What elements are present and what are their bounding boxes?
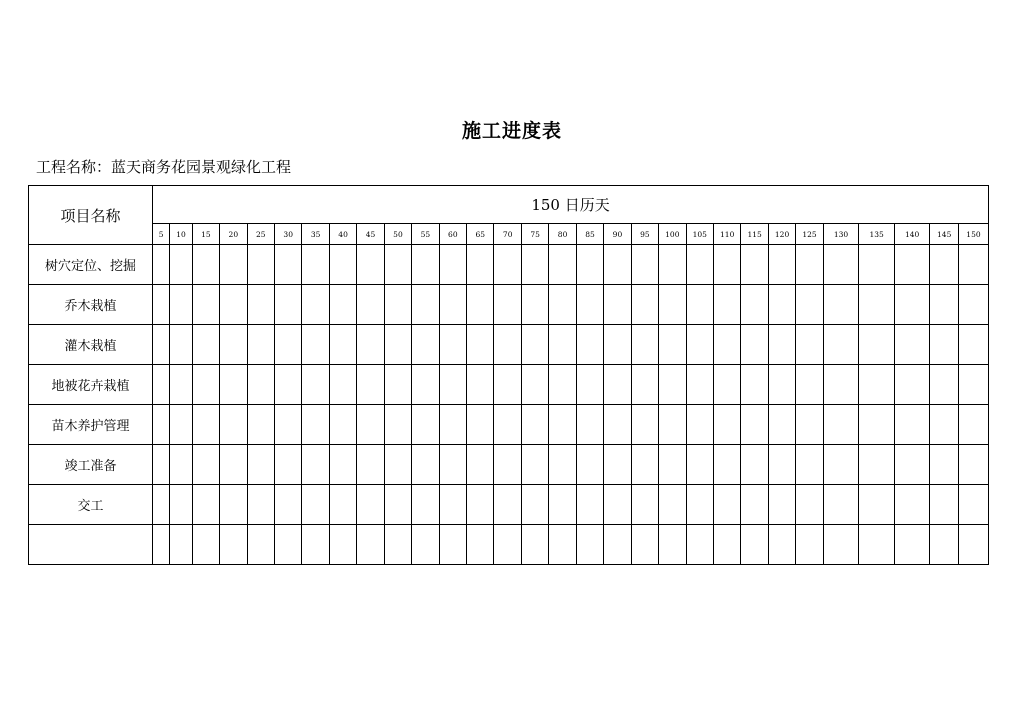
- schedule-cell: [713, 405, 740, 445]
- day-tick: 65: [467, 224, 494, 245]
- schedule-cell: [768, 325, 795, 365]
- schedule-cell: [192, 325, 219, 365]
- schedule-cell: [170, 285, 192, 325]
- task-row: [29, 525, 989, 565]
- schedule-cell: [796, 525, 823, 565]
- schedule-cell: [357, 325, 384, 365]
- schedule-cell: [549, 485, 576, 525]
- schedule-cell: [439, 285, 466, 325]
- schedule-cell: [357, 245, 384, 285]
- schedule-cell: [958, 405, 988, 445]
- schedule-cell: [859, 325, 895, 365]
- schedule-cell: [713, 325, 740, 365]
- schedule-cell: [153, 405, 170, 445]
- schedule-cell: [412, 285, 439, 325]
- schedule-cell: [494, 405, 521, 445]
- day-tick: 40: [329, 224, 356, 245]
- task-name: [29, 525, 153, 565]
- schedule-cell: [274, 245, 301, 285]
- schedule-cell: [521, 485, 548, 525]
- schedule-cell: [958, 325, 988, 365]
- schedule-cell: [153, 245, 170, 285]
- schedule-cell: [439, 325, 466, 365]
- schedule-cell: [247, 285, 274, 325]
- schedule-cell: [521, 445, 548, 485]
- day-tick: 135: [859, 224, 895, 245]
- schedule-cell: [894, 525, 930, 565]
- day-tick: 140: [894, 224, 930, 245]
- schedule-cell: [467, 365, 494, 405]
- task-name: 竣工准备: [29, 445, 153, 485]
- schedule-cell: [958, 245, 988, 285]
- schedule-cell: [467, 285, 494, 325]
- schedule-cell: [768, 245, 795, 285]
- schedule-cell: [894, 405, 930, 445]
- schedule-cell: [741, 525, 768, 565]
- schedule-cell: [170, 405, 192, 445]
- schedule-cell: [549, 445, 576, 485]
- schedule-cell: [192, 245, 219, 285]
- schedule-cell: [686, 485, 713, 525]
- schedule-cell: [521, 285, 548, 325]
- schedule-cell: [659, 485, 686, 525]
- schedule-cell: [576, 365, 603, 405]
- day-tick: 145: [930, 224, 958, 245]
- schedule-cell: [357, 445, 384, 485]
- schedule-cell: [823, 325, 859, 365]
- schedule-cell: [384, 405, 411, 445]
- schedule-cell: [894, 365, 930, 405]
- schedule-cell: [768, 485, 795, 525]
- schedule-cell: [153, 525, 170, 565]
- schedule-cell: [467, 445, 494, 485]
- task-row: [29, 405, 989, 445]
- task-row: [29, 325, 989, 365]
- schedule-cell: [302, 285, 329, 325]
- schedule-cell: [247, 445, 274, 485]
- schedule-cell: [604, 525, 631, 565]
- schedule-cell: [823, 525, 859, 565]
- day-tick: 105: [686, 224, 713, 245]
- task-row: [29, 285, 989, 325]
- schedule-cell: [768, 365, 795, 405]
- schedule-cell: [170, 325, 192, 365]
- schedule-cell: [357, 365, 384, 405]
- day-tick: 110: [713, 224, 740, 245]
- task-row: [29, 485, 989, 525]
- schedule-cell: [604, 245, 631, 285]
- schedule-cell: [384, 325, 411, 365]
- schedule-cell: [631, 285, 658, 325]
- project-name: 工程名称：蓝天商务花园景观绿化工程: [36, 158, 292, 176]
- schedule-cell: [768, 445, 795, 485]
- schedule-cell: [192, 285, 219, 325]
- schedule-cell: [153, 365, 170, 405]
- schedule-cell: [823, 445, 859, 485]
- schedule-cell: [439, 365, 466, 405]
- schedule-cell: [958, 445, 988, 485]
- schedule-cell: [329, 525, 356, 565]
- schedule-cell: [494, 365, 521, 405]
- task-name: 交工: [29, 485, 153, 525]
- schedule-cell: [604, 445, 631, 485]
- schedule-cell: [494, 245, 521, 285]
- schedule-cell: [768, 285, 795, 325]
- schedule-cell: [686, 285, 713, 325]
- task-row: [29, 445, 989, 485]
- schedule-cell: [494, 325, 521, 365]
- day-tick: 25: [247, 224, 274, 245]
- day-tick: 30: [274, 224, 301, 245]
- schedule-cell: [823, 365, 859, 405]
- schedule-cell: [329, 245, 356, 285]
- schedule-cell: [302, 365, 329, 405]
- schedule-cell: [741, 285, 768, 325]
- schedule-cell: [930, 325, 958, 365]
- schedule-cell: [521, 245, 548, 285]
- schedule-cell: [713, 445, 740, 485]
- schedule-cell: [329, 365, 356, 405]
- schedule-cell: [384, 365, 411, 405]
- schedule-cell: [412, 525, 439, 565]
- schedule-cell: [274, 445, 301, 485]
- schedule-cell: [823, 285, 859, 325]
- day-tick: 45: [357, 224, 384, 245]
- schedule-cell: [713, 485, 740, 525]
- schedule-cell: [930, 365, 958, 405]
- schedule-cell: [439, 445, 466, 485]
- schedule-cell: [220, 405, 247, 445]
- schedule-cell: [247, 405, 274, 445]
- day-tick: 20: [220, 224, 247, 245]
- schedule-cell: [247, 525, 274, 565]
- schedule-cell: [894, 325, 930, 365]
- day-tick: 10: [170, 224, 192, 245]
- schedule-cell: [521, 365, 548, 405]
- schedule-cell: [686, 365, 713, 405]
- schedule-cell: [274, 485, 301, 525]
- schedule-cell: [357, 485, 384, 525]
- day-tick: 15: [192, 224, 219, 245]
- schedule-cell: [170, 445, 192, 485]
- schedule-cell: [521, 525, 548, 565]
- schedule-table: [28, 185, 989, 565]
- schedule-cell: [274, 285, 301, 325]
- schedule-cell: [329, 405, 356, 445]
- schedule-cell: [384, 445, 411, 485]
- schedule-cell: [604, 485, 631, 525]
- schedule-cell: [412, 365, 439, 405]
- schedule-cell: [274, 525, 301, 565]
- schedule-cell: [439, 405, 466, 445]
- day-ticks-row: [29, 224, 989, 245]
- schedule-cell: [329, 445, 356, 485]
- schedule-cell: [930, 285, 958, 325]
- schedule-cell: [247, 245, 274, 285]
- schedule-cell: [576, 525, 603, 565]
- schedule-cell: [384, 525, 411, 565]
- schedule-cell: [713, 245, 740, 285]
- day-tick: 150: [958, 224, 988, 245]
- schedule-cell: [631, 445, 658, 485]
- task-name: 苗木养护管理: [29, 405, 153, 445]
- schedule-cell: [247, 485, 274, 525]
- schedule-cell: [713, 285, 740, 325]
- schedule-cell: [247, 365, 274, 405]
- schedule-cell: [467, 525, 494, 565]
- schedule-cell: [958, 525, 988, 565]
- schedule-cell: [713, 525, 740, 565]
- schedule-cell: [220, 245, 247, 285]
- schedule-cell: [274, 325, 301, 365]
- schedule-cell: [220, 525, 247, 565]
- task-name: 灌木栽植: [29, 325, 153, 365]
- schedule-cell: [192, 365, 219, 405]
- schedule-cell: [768, 405, 795, 445]
- schedule-cell: [192, 485, 219, 525]
- schedule-cell: [576, 245, 603, 285]
- schedule-cell: [220, 445, 247, 485]
- schedule-cell: [274, 365, 301, 405]
- schedule-cell: [659, 405, 686, 445]
- schedule-cell: [302, 325, 329, 365]
- schedule-cell: [170, 365, 192, 405]
- schedule-cell: [274, 405, 301, 445]
- schedule-cell: [796, 405, 823, 445]
- schedule-cell: [823, 245, 859, 285]
- schedule-cell: [549, 365, 576, 405]
- schedule-cell: [894, 285, 930, 325]
- schedule-cell: [741, 245, 768, 285]
- schedule-cell: [521, 405, 548, 445]
- schedule-cell: [439, 485, 466, 525]
- schedule-cell: [796, 325, 823, 365]
- schedule-cell: [930, 405, 958, 445]
- schedule-cell: [604, 285, 631, 325]
- schedule-cell: [741, 325, 768, 365]
- schedule-cell: [467, 245, 494, 285]
- schedule-cell: [741, 365, 768, 405]
- schedule-cell: [153, 325, 170, 365]
- schedule-cell: [302, 445, 329, 485]
- schedule-cell: [958, 285, 988, 325]
- schedule-cell: [153, 445, 170, 485]
- schedule-cell: [549, 525, 576, 565]
- calendar-days-header: 150 日历天: [153, 186, 989, 224]
- day-tick: 60: [439, 224, 466, 245]
- schedule-cell: [494, 445, 521, 485]
- day-tick: 130: [823, 224, 859, 245]
- schedule-cell: [859, 525, 895, 565]
- schedule-cell: [686, 405, 713, 445]
- schedule-cell: [686, 525, 713, 565]
- day-tick: 95: [631, 224, 658, 245]
- schedule-cell: [796, 245, 823, 285]
- schedule-cell: [549, 285, 576, 325]
- schedule-cell: [329, 485, 356, 525]
- schedule-cell: [220, 325, 247, 365]
- schedule-cell: [796, 365, 823, 405]
- schedule-cell: [357, 285, 384, 325]
- schedule-cell: [412, 445, 439, 485]
- schedule-cell: [549, 325, 576, 365]
- schedule-cell: [686, 445, 713, 485]
- schedule-cell: [958, 485, 988, 525]
- schedule-cell: [439, 525, 466, 565]
- schedule-cell: [796, 285, 823, 325]
- schedule-cell: [549, 245, 576, 285]
- schedule-cell: [412, 245, 439, 285]
- schedule-cell: [302, 485, 329, 525]
- schedule-cell: [659, 445, 686, 485]
- schedule-cell: [384, 485, 411, 525]
- schedule-cell: [823, 485, 859, 525]
- schedule-cell: [384, 285, 411, 325]
- schedule-cell: [631, 325, 658, 365]
- schedule-cell: [930, 245, 958, 285]
- schedule-cell: [930, 485, 958, 525]
- schedule-cell: [958, 365, 988, 405]
- schedule-cell: [549, 405, 576, 445]
- schedule-cell: [659, 285, 686, 325]
- day-tick: 5: [153, 224, 170, 245]
- schedule-cell: [220, 485, 247, 525]
- schedule-cell: [894, 485, 930, 525]
- schedule-cell: [894, 245, 930, 285]
- schedule-cell: [741, 405, 768, 445]
- schedule-cell: [521, 325, 548, 365]
- schedule-cell: [302, 245, 329, 285]
- schedule-cell: [930, 445, 958, 485]
- schedule-cell: [930, 525, 958, 565]
- task-name: 树穴定位、挖掘: [29, 245, 153, 285]
- day-tick: 120: [768, 224, 795, 245]
- schedule-cell: [631, 245, 658, 285]
- schedule-cell: [357, 525, 384, 565]
- schedule-cell: [329, 285, 356, 325]
- schedule-cell: [170, 245, 192, 285]
- schedule-cell: [153, 285, 170, 325]
- schedule-cell: [686, 245, 713, 285]
- schedule-cell: [859, 365, 895, 405]
- schedule-cell: [153, 485, 170, 525]
- schedule-cell: [631, 525, 658, 565]
- schedule-cell: [412, 405, 439, 445]
- day-tick: 85: [576, 224, 603, 245]
- schedule-cell: [659, 245, 686, 285]
- schedule-cell: [494, 525, 521, 565]
- schedule-cell: [357, 405, 384, 445]
- task-row: [29, 365, 989, 405]
- schedule-cell: [823, 405, 859, 445]
- schedule-cell: [494, 285, 521, 325]
- schedule-cell: [412, 485, 439, 525]
- day-tick: 70: [494, 224, 521, 245]
- schedule-cell: [659, 365, 686, 405]
- schedule-cell: [329, 325, 356, 365]
- schedule-cell: [576, 325, 603, 365]
- day-tick: 75: [521, 224, 548, 245]
- schedule-cell: [859, 285, 895, 325]
- schedule-cell: [796, 445, 823, 485]
- day-tick: 90: [604, 224, 631, 245]
- task-name: 地被花卉栽植: [29, 365, 153, 405]
- schedule-cell: [741, 445, 768, 485]
- schedule-cell: [247, 325, 274, 365]
- schedule-cell: [796, 485, 823, 525]
- schedule-cell: [192, 405, 219, 445]
- schedule-cell: [412, 325, 439, 365]
- day-tick: 50: [384, 224, 411, 245]
- schedule-cell: [384, 245, 411, 285]
- schedule-cell: [439, 245, 466, 285]
- schedule-cell: [192, 445, 219, 485]
- schedule-cell: [576, 485, 603, 525]
- schedule-cell: [631, 405, 658, 445]
- item-name-header: 项目名称: [29, 186, 153, 245]
- schedule-cell: [894, 445, 930, 485]
- schedule-cell: [170, 525, 192, 565]
- day-tick: 55: [412, 224, 439, 245]
- schedule-cell: [859, 405, 895, 445]
- schedule-cell: [604, 365, 631, 405]
- schedule-cell: [604, 405, 631, 445]
- page-title: 施工进度表: [461, 120, 562, 142]
- schedule-cell: [576, 445, 603, 485]
- schedule-cell: [576, 285, 603, 325]
- task-name: 乔木栽植: [29, 285, 153, 325]
- schedule-cell: [859, 485, 895, 525]
- schedule-cell: [659, 525, 686, 565]
- schedule-cell: [302, 405, 329, 445]
- schedule-cell: [604, 325, 631, 365]
- schedule-cell: [576, 405, 603, 445]
- schedule-cell: [302, 525, 329, 565]
- schedule-cell: [713, 365, 740, 405]
- day-tick: 80: [549, 224, 576, 245]
- schedule-cell: [686, 325, 713, 365]
- day-tick: 35: [302, 224, 329, 245]
- schedule-cell: [631, 365, 658, 405]
- day-tick: 115: [741, 224, 768, 245]
- schedule-cell: [467, 485, 494, 525]
- schedule-cell: [494, 485, 521, 525]
- schedule-cell: [659, 325, 686, 365]
- schedule-cell: [467, 405, 494, 445]
- day-tick: 125: [796, 224, 823, 245]
- schedule-cell: [220, 285, 247, 325]
- schedule-cell: [220, 365, 247, 405]
- schedule-cell: [859, 245, 895, 285]
- schedule-cell: [741, 485, 768, 525]
- schedule-cell: [631, 485, 658, 525]
- day-tick: 100: [659, 224, 686, 245]
- schedule-cell: [467, 325, 494, 365]
- schedule-cell: [170, 485, 192, 525]
- schedule-cell: [192, 525, 219, 565]
- schedule-cell: [859, 445, 895, 485]
- header-row: [29, 186, 989, 224]
- task-row: [29, 245, 989, 285]
- schedule-cell: [768, 525, 795, 565]
